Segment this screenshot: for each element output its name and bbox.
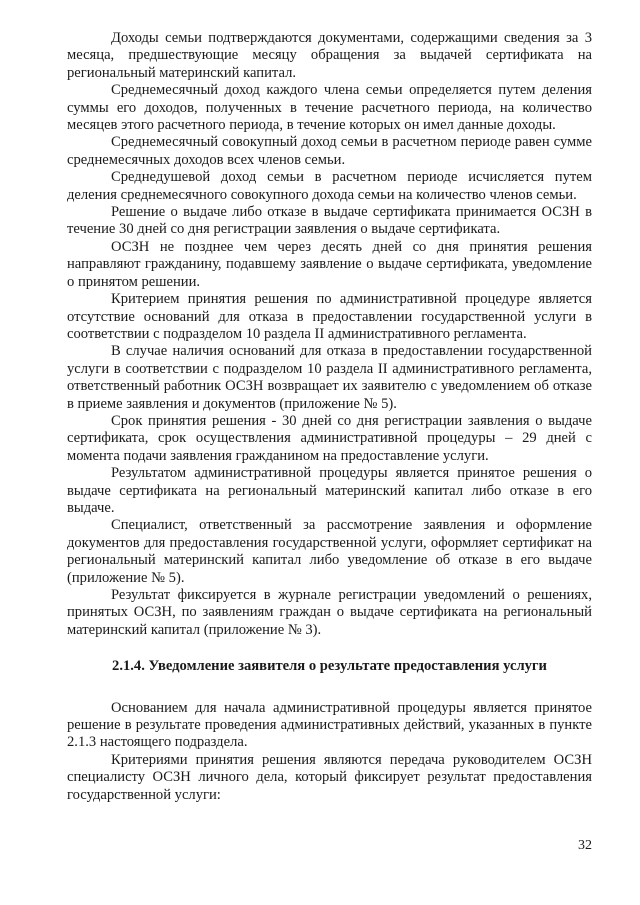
paragraph-monthly-income-member: Среднемесячный доход каждого члена семьи определяется путем деления суммы его доходов, полученных в течение расчетного периода, на количество месяцев этого расчетного периода, в течение которых он имел данные доходы.	[67, 82, 592, 134]
paragraph-family-total-income: Среднемесячный совокупный доход семьи в расчетном периоде равен сумме среднемесячных доходов всех членов семьи.	[67, 134, 592, 168]
page-number: 32	[578, 838, 592, 853]
paragraph-notification-deadline: ОСЗН не позднее чем через десять дней со дня принятия решения направляют гражданину, подавшему заявление о выдаче сертификата, уведомление о принятом решении.	[67, 238, 592, 290]
paragraph-specialist-duties: Специалист, ответственный за рассмотрение заявления и оформление документов для предоставления государственной услуги, оформляет сертификат на региональный материнский капитал либо уведомление об отказе в его выдаче (приложение № 5).	[67, 517, 592, 586]
paragraph-procedure-result: Результатом административной процедуры является принятое решения о выдаче сертификата на региональный материнский капитал либо отказе в его выдаче.	[67, 465, 592, 516]
document-page	[67, 30, 592, 804]
paragraph-refusal-case: В случае наличия оснований для отказа в предоставлении государственной услуги в соответствии с подразделом 10 раздела II административного регламента, ответственный работник ОСЗН возвращает их заявителю с уведомлением об отказе в приеме заявления и документов (приложение № 5).	[67, 343, 592, 412]
paragraph-decision-term: Срок принятия решения - 30 дней со дня регистрации заявления о выдаче сертификата, срок осуществления административной процедуры – 29 дней с момента подачи заявления гражданином на предоставление услуги.	[67, 412, 592, 464]
paragraph-procedure-basis: Основанием для начала административной процедуры является принятое решение в результате проведения административных действий, указанных в пункте 2.1.3 настоящего подраздела.	[67, 699, 592, 751]
paragraph-per-capita-income: Среднедушевой доход семьи в расчетном периоде исчисляется путем деления среднемесячного совокупного дохода семьи на количество членов семьи.	[67, 169, 592, 203]
paragraph-decision-criteria: Критериями принятия решения являются передача руководителем ОСЗН специалисту ОСЗН личного дела, который фиксирует результат предоставления государственной услуги:	[67, 751, 592, 803]
paragraph-decision-criterion: Критерием принятия решения по административной процедуре является отсутствие оснований для отказа в предоставлении государственной услуги в соответствии с подразделом 10 раздела II административного регламента.	[67, 291, 592, 342]
paragraph-income-docs: Доходы семьи подтверждаются документами, содержащими сведения за 3 месяца, предшествующие месяцу обращения за выдачей сертификата на региональный материнский капитал.	[67, 30, 592, 81]
paragraph-result-journal: Результат фиксируется в журнале регистрации уведомлений о решениях, принятых ОСЗН, по заявлениям граждан о выдаче сертификата на региональный материнский капитал (приложение № 3).	[67, 587, 592, 638]
section-heading: 2.1.4. Уведомление заявителя о результате предоставления услуги	[112, 658, 547, 675]
paragraph-decision-deadline: Решение о выдаче либо отказе в выдаче сертификата принимается ОСЗН в течение 30 дней со дня регистрации заявления о выдаче сертификата.	[67, 204, 592, 238]
